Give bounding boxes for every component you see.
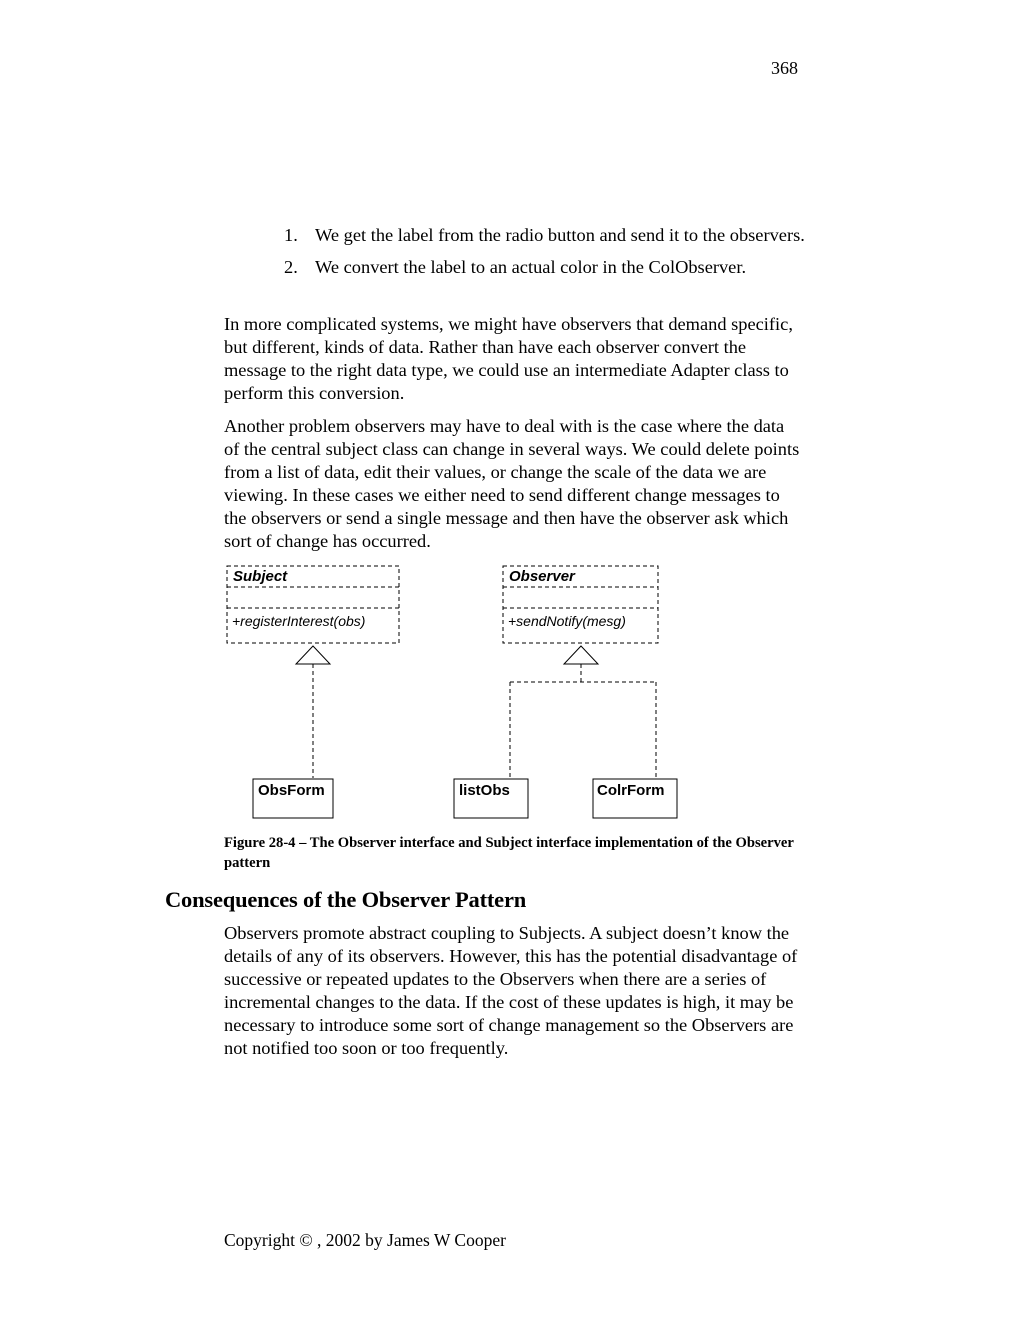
observer-name: Observer (509, 568, 575, 585)
uml-class-diagram (220, 560, 690, 825)
paragraph-adapter: In more complicated systems, we might have observers that demand specific, but different, kinds of data. Rather than have each observer convert the message to the right data type, we could use an intermediate Adapter class to perform this conversion. (224, 314, 793, 404)
list-item-text: We convert the label to an actual color in the ColObserver. (315, 257, 747, 277)
paragraph-consequences: Observers promote abstract coupling to Subjects. A subject doesn’t know the details of any of its observers. However, this has the potential disadvantage of successive or repeated updates to the Observers when there are a series of incremental changes to the data. If the cost of these updates is high, it may be necessary to introduce some sort of change management so the Observers are not notified too soon or too frequently. (224, 923, 798, 1059)
list-item (278, 256, 808, 279)
observer-triangle-icon (564, 646, 598, 664)
colrform-label: ColrForm (597, 782, 665, 799)
copyright-footer: Copyright © , 2002 by James W Cooper (224, 1230, 506, 1250)
list-item (278, 224, 808, 247)
paragraph-change-types: Another problem observers may have to deal with is the case where the data of the central subject class can change in several ways. We could delete points from a list of data, edit their values, or change the scale of the data we are viewing. In these cases we either need to send different change messages to the observers or send a single message and then have the observer ask which sort of change has occurred. (224, 416, 800, 552)
step-list (278, 224, 808, 288)
listobs-label: listObs (459, 782, 510, 799)
subject-name: Subject (233, 568, 288, 585)
obsform-label: ObsForm (258, 782, 325, 799)
subject-method: +registerInterest(obs) (232, 613, 366, 629)
figure-caption: Figure 28-4 – The Observer interface and Subject interface implementation of the Observer pattern (224, 835, 794, 871)
list-item-text: We get the label from the radio button and send it to the observers. (315, 225, 805, 245)
subject-triangle-icon (296, 646, 330, 664)
section-heading: Consequences of the Observer Pattern (165, 887, 527, 912)
observer-method: +sendNotify(mesg) (508, 613, 626, 629)
list-item-number: 2. (284, 257, 298, 277)
page-number: 368 (771, 58, 798, 78)
list-item-number: 1. (284, 225, 298, 245)
